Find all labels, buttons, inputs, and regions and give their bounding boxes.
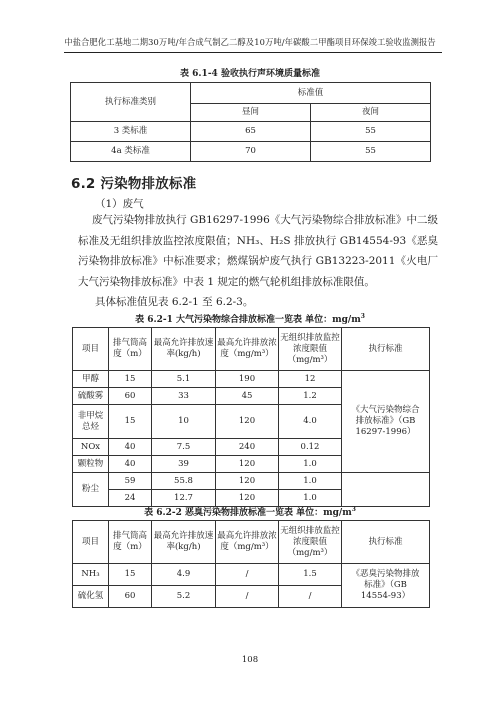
table-cell: 7.5 [152,439,216,456]
table-cell: 120 [216,456,279,473]
standard-cell: 《恶臭污染物排放标准》（GB 14554-93） [342,564,430,608]
table-cell: 24 [109,490,152,507]
table-cell: 60 [109,388,152,405]
table-cell: 120 [216,490,279,507]
table-cell: 15 [109,564,152,586]
table-cell: 33 [152,388,216,405]
table-cell: 15 [109,405,152,439]
table-cell: 65 [191,122,311,142]
header-unorg: 无组织排放监控浓度限值（mg/m³） [279,521,342,564]
table-cell: 12 [279,371,342,388]
table-cell: 1.0 [279,456,342,473]
table-cell: 12.7 [152,490,216,507]
header-conc: 最高允许排放浓度（mg/m³） [216,328,279,371]
table-cell: 4.0 [279,405,342,439]
table-row [73,564,430,586]
table-cell: 0.12 [279,439,342,456]
table-cell: 59 [109,473,152,490]
col-standard-header: 标准值 [191,83,431,104]
header-height: 排气筒高度（m） [109,521,152,564]
table-cell: 硫酸雾 [73,388,109,405]
table-cell: 4a 类标准 [71,142,191,162]
table-cell: 190 [216,371,279,388]
table-cell: 120 [216,405,279,439]
table-cell: 40 [109,456,152,473]
table-cell: / [216,564,279,586]
table-cell: 1.2 [279,388,342,405]
header-rate: 最高允许排放速率(kg/h) [152,521,216,564]
table-cell: 55.8 [152,473,216,490]
header-unorg: 无组织排放监控浓度限值（mg/m³） [279,328,342,371]
table-614 [70,82,431,162]
standard-cell: 《大气污染物综合排放标准》（GB 16297-1996） [342,371,430,473]
body-paragraph: 废气污染物排放执行 GB16297-1996《大气污染物综合排放标准》中二级标准及无组织排放监控浓度限值；NH₃、H₂S 排放执行 GB14554-93《恶臭污染物排放标准》中标准要求；燃煤锅炉废气执行 GB13223-2011《火电厂大气污染物排放标准》中表 1 规定的燃气轮机组排放标准限值。 [78,214,438,288]
table-621 [72,327,430,507]
subsection-title: （1）废气 [95,198,144,210]
table-cell: 4.9 [152,564,216,586]
table-cell: 1.5 [279,564,342,586]
table-cell: 60 [109,586,152,608]
table-cell: NH₃ [73,564,109,586]
table-622 [72,520,430,608]
table-cell: / [279,586,342,608]
page-header: 中盐合肥化工基地二期30万吨/年合成气制乙二醇及10万吨/年碳酸二甲酯项目环保竣工验收监测报告 [64,37,436,47]
page-number: 108 [241,655,259,665]
table-cell: 45 [216,388,279,405]
col-category-header: 执行标准类别 [71,83,191,122]
header-rate: 最高允许排放速率(kg/h) [152,328,216,371]
section-title: 6.2 污染物排放标准 [71,176,197,192]
table-cell: 1.0 [279,490,342,507]
col-day-header: 昼间 [191,104,311,122]
table-cell: 39 [152,456,216,473]
table-cell: 甲醇 [73,371,109,388]
table-cell: 10 [152,405,216,439]
table-cell: 3 类标准 [71,122,191,142]
header-standard: 执行标准 [342,521,430,564]
table-cell: 240 [216,439,279,456]
table-cell: / [216,586,279,608]
table-cell: 5.1 [152,371,216,388]
table-cell: 15 [109,371,152,388]
table-row [73,371,430,388]
table-cell: 55 [311,142,431,162]
table-621-title: 表 6.2-1 大气污染物综合排放标准一览表 单位：$mg/m^3$ [135,313,365,325]
table-cell: 粉尘 [73,473,109,507]
table-row [73,473,430,490]
header-rule [64,52,442,53]
table-cell: 颗粒物 [73,456,109,473]
table-cell: 120 [216,473,279,490]
intro-line: 具体标准值见表 6.2-1 至 6.2-3。 [95,296,254,308]
header-conc: 最高允许排放浓度（mg/m³） [216,521,279,564]
table-cell: 5.2 [152,586,216,608]
col-night-header: 夜间 [311,104,431,122]
table-614-title: 表 6.1-4 验收执行声环境质量标准 [180,69,320,79]
header-standard: 执行标准 [342,328,430,371]
table-cell: 1.0 [279,473,342,490]
table-622-title: 表 6.2-2 恶臭污染物排放标准一览表 单位：$mg/m^3$ [144,506,356,518]
table-cell: 70 [191,142,311,162]
table-cell: 非甲烷总烃 [73,405,109,439]
table-cell: NOx [73,439,109,456]
table-cell: 55 [311,122,431,142]
standard-cell-empty [342,473,430,507]
table-cell: 40 [109,439,152,456]
header-item: 项目 [73,521,109,564]
table-cell: 硫化氢 [73,586,109,608]
header-item: 项目 [73,328,109,371]
header-height: 排气筒高度（m） [109,328,152,371]
